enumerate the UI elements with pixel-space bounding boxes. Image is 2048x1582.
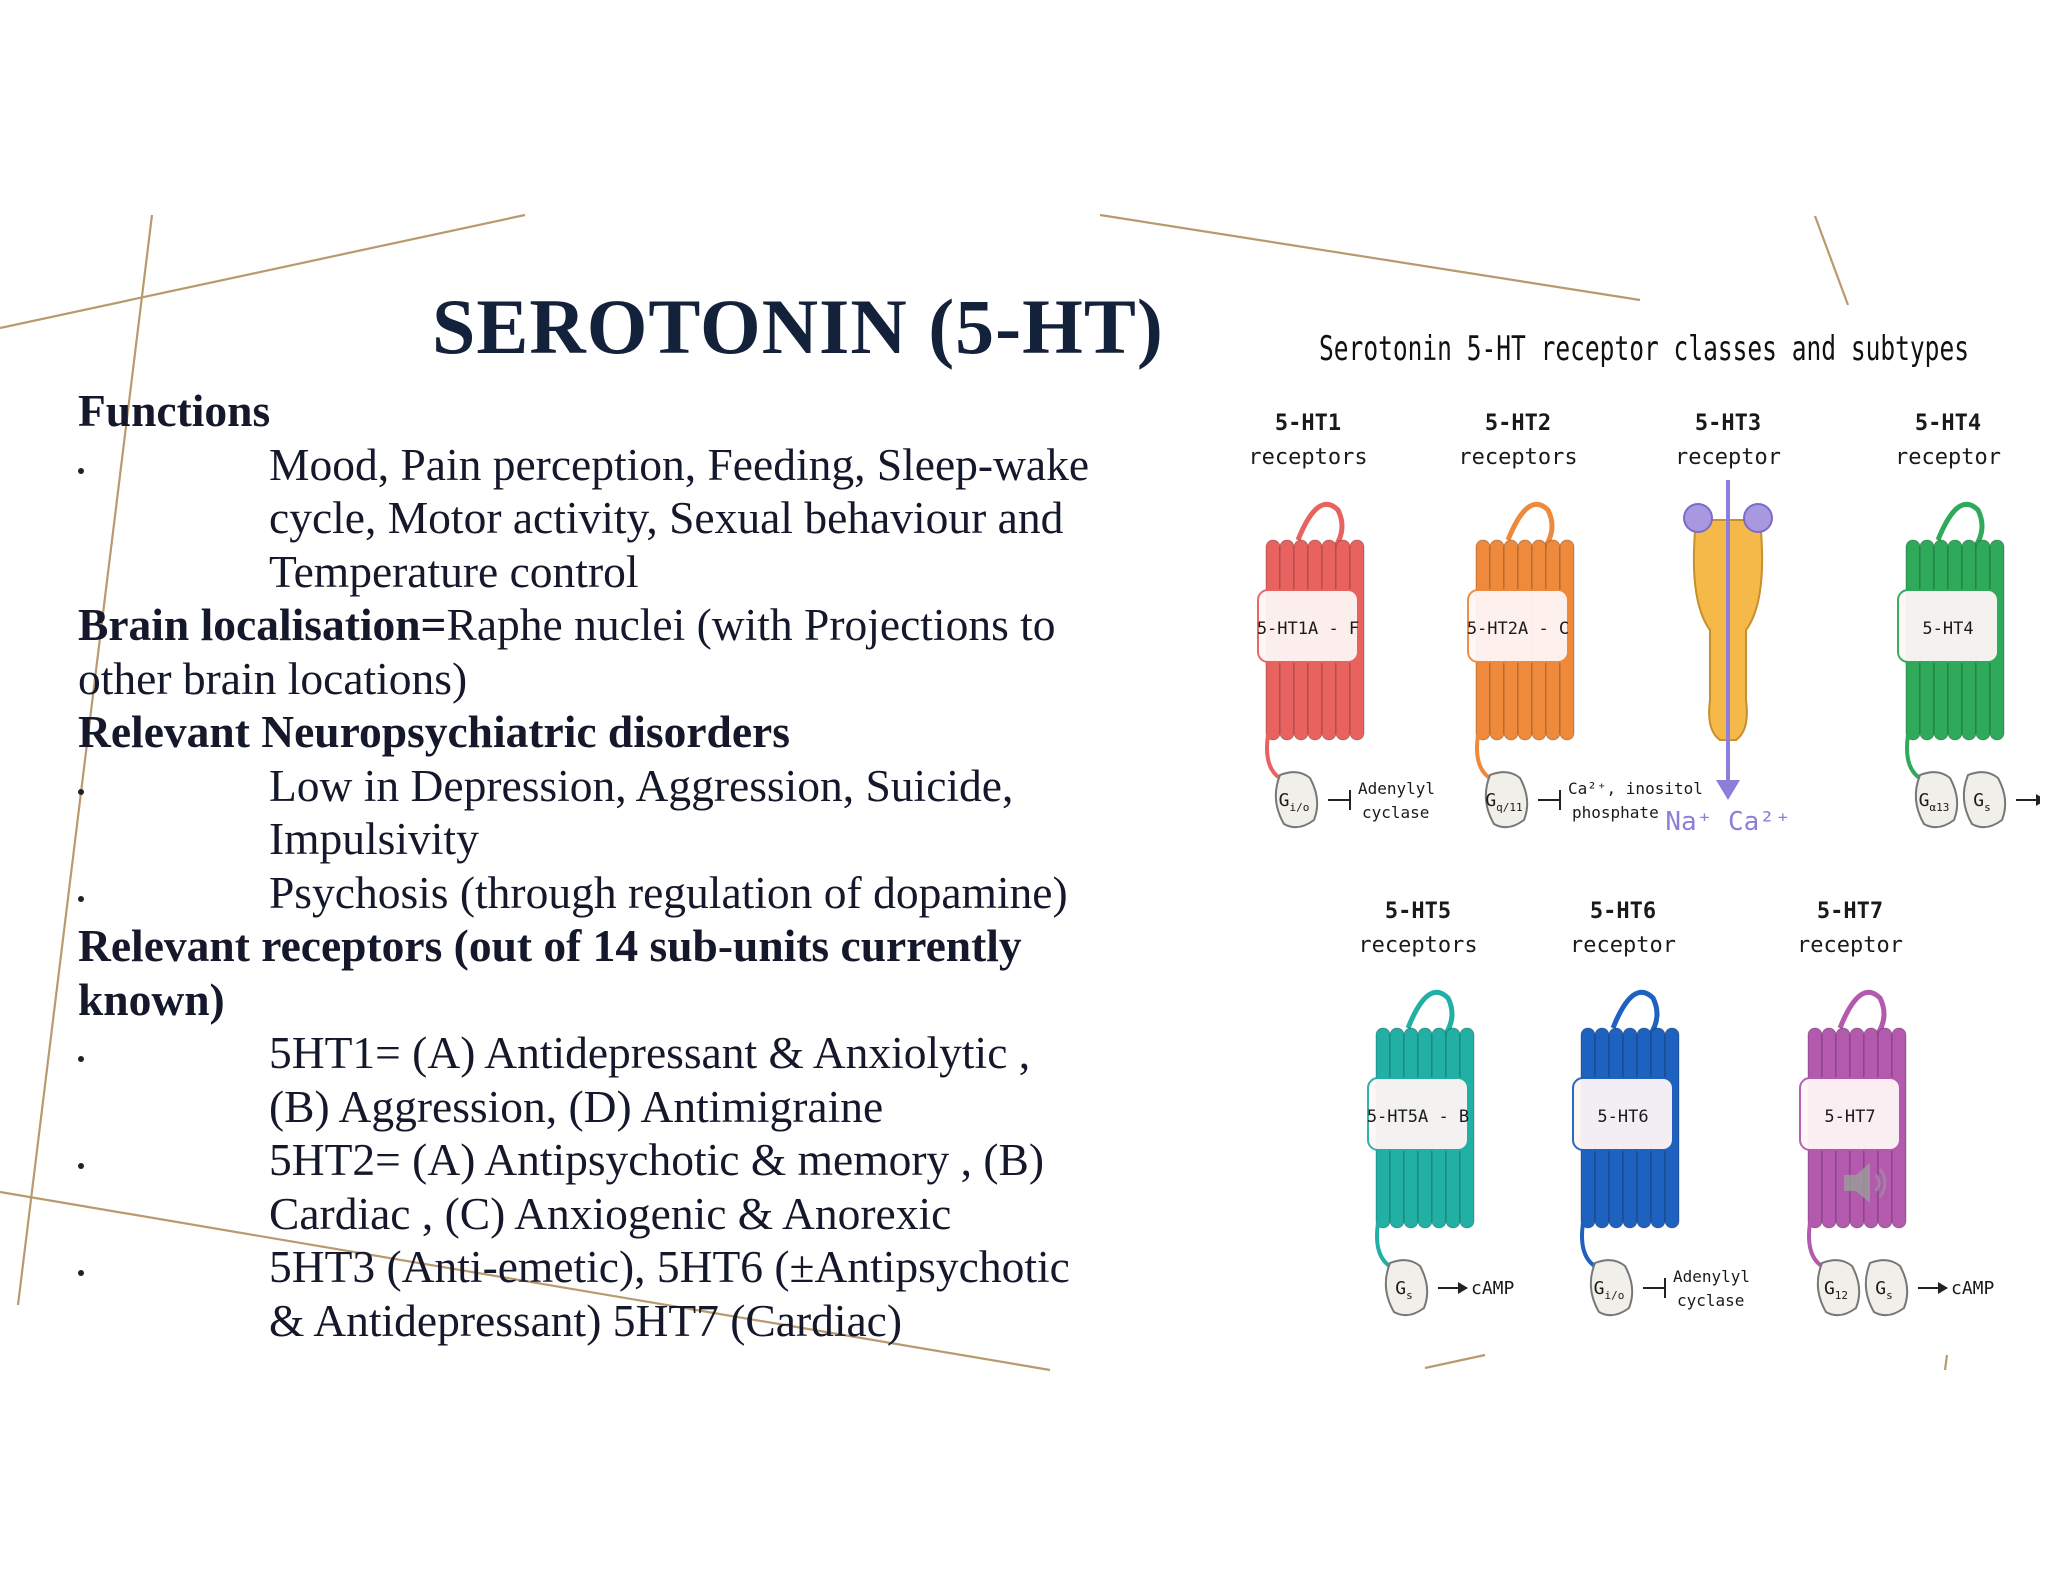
receptors-bullet <box>78 1133 1228 1240</box>
effector-label: cyclase <box>1677 1291 1745 1310</box>
receptor-name: 5-HT4 <box>1914 411 1982 436</box>
receptor-group <box>1797 899 1994 1315</box>
speaker-icon[interactable] <box>1836 1153 1896 1213</box>
figure-title: Serotonin 5-HT receptor classes and subtypes <box>1319 329 1969 369</box>
intracellular-tail <box>1477 735 1493 780</box>
effector-label: cAMP <box>1951 1278 1995 1299</box>
localisation-line <box>78 598 1228 652</box>
intracellular-tail <box>1377 1223 1393 1268</box>
receptor-name: 5-HT1 <box>1274 411 1342 436</box>
ion-flow-arrowhead <box>1716 780 1740 800</box>
intracellular-tail <box>1809 1223 1825 1268</box>
localisation-text: Raphe nuclei (with Projections to <box>446 599 1056 650</box>
receptor-type-label: receptor <box>1895 445 2001 470</box>
subtype-label: 5-HT7 <box>1824 1107 1876 1127</box>
receptor-name: 5-HT7 <box>1816 899 1884 924</box>
receptor-type-label: receptor <box>1797 933 1903 958</box>
receptor-type-label: receptor <box>1675 445 1781 470</box>
receptor-group <box>1665 411 1790 837</box>
functions-heading: Functions <box>78 385 271 436</box>
receptors-bullet <box>78 1240 1228 1347</box>
bullet-line: 5HT3 (Anti-emetic), 5HT6 (±Antipsychotic <box>269 1241 1070 1292</box>
activation-arrowhead <box>1938 1282 1948 1294</box>
bullet-line: Impulsivity <box>269 813 479 864</box>
bullet-line: Mood, Pain perception, Feeding, Sleep-wake <box>269 438 1090 490</box>
receptor-group <box>1570 899 1750 1315</box>
effector-label: Ca²⁺, inositol <box>1568 779 1703 798</box>
receptor-type-label: receptor <box>1570 933 1676 958</box>
bullet-dot <box>78 438 269 599</box>
receptor-group-layer <box>1248 411 2040 1315</box>
disorders-bullet <box>78 866 1228 920</box>
ligand-site <box>1684 504 1712 532</box>
g-protein-label: $G_{12}$ <box>1823 1278 1849 1302</box>
receptor-group <box>1458 411 1702 827</box>
activation-arrowhead <box>2036 794 2040 806</box>
slide-title: SEROTONIN (5-HT) <box>432 283 1164 370</box>
disorders-heading: Relevant Neuropsychiatric disorders <box>78 706 790 757</box>
bullet-dot <box>78 1133 269 1240</box>
receptor-type-label: receptors <box>1458 445 1578 470</box>
receptor-name: 5-HT3 <box>1694 411 1762 436</box>
bullet-dot <box>78 759 269 866</box>
localisation-label: Brain localisation= <box>78 599 447 650</box>
g-protein <box>1386 1260 1427 1315</box>
receptor-group <box>1895 411 2040 827</box>
receptor-name: 5-HT5 <box>1384 899 1452 924</box>
subtype-label: 5-HT4 <box>1922 619 1974 639</box>
g-protein-label: $G_{i/o}$ <box>1593 1278 1625 1302</box>
g-protein-label: $G_s$ <box>1973 790 1991 814</box>
subtype-label: 5-HT1A - F <box>1256 619 1360 639</box>
slide-body <box>78 384 1228 1347</box>
subtype-label: 5-HT6 <box>1597 1107 1649 1127</box>
receptor-group <box>1358 899 1514 1315</box>
g-protein <box>1866 1260 1907 1315</box>
receptors-heading: Relevant receptors (out of 14 sub-units currently <box>78 920 1022 971</box>
effector-label: Adenylyl <box>1358 779 1436 798</box>
bullet-dot <box>78 1026 269 1133</box>
ion-label: Na⁺ Ca²⁺ <box>1665 807 1791 837</box>
receptors-bullet <box>78 1026 1228 1133</box>
intracellular-tail <box>1582 1223 1598 1268</box>
bullet-line: cycle, Motor activity, Sexual behaviour and <box>269 492 1064 543</box>
intracellular-tail <box>1907 735 1923 780</box>
bullet-line: 5HT2= (A) Antipsychotic & memory , (B) <box>269 1134 1045 1185</box>
receptor-name: 5-HT6 <box>1589 899 1657 924</box>
subtype-label: 5-HT5A - B <box>1366 1107 1470 1127</box>
g-protein-label: $G_{i/o}$ <box>1278 790 1310 814</box>
bullet-line: Psychosis (through regulation of dopamine) <box>269 866 1068 918</box>
activation-arrowhead <box>1458 1282 1468 1294</box>
disorders-bullet <box>78 759 1228 866</box>
bullet-dot <box>78 866 269 920</box>
receptors-heading-2: known) <box>78 973 225 1025</box>
subtype-label: 5-HT2A - C <box>1466 619 1570 639</box>
effector-label: cAMP <box>1471 1278 1515 1299</box>
bullet-dot <box>78 1240 269 1347</box>
receptor-classes-figure <box>1240 300 2040 1360</box>
g-protein <box>1964 772 2005 827</box>
receptor-group <box>1248 411 1435 827</box>
effector-label: cyclase <box>1362 803 1430 822</box>
intracellular-tail <box>1267 735 1283 780</box>
bullet-line: Cardiac , (C) Anxiogenic & Anorexic <box>269 1187 952 1239</box>
functions-bullet <box>78 438 1228 599</box>
g-protein-label: $G_{\alpha 13}$ <box>1918 790 1950 814</box>
bullet-line: & Antidepressant) 5HT7 (Cardiac) <box>269 1294 903 1346</box>
receptor-type-label: receptors <box>1358 933 1478 958</box>
ligand-site <box>1744 504 1772 532</box>
g-protein-label: $G_s$ <box>1395 1278 1413 1302</box>
g-protein-label: $G_s$ <box>1875 1278 1893 1302</box>
effector-label: phosphate <box>1572 803 1659 822</box>
receptor-name: 5-HT2 <box>1484 411 1552 436</box>
g-protein-label: $G_{q/11}$ <box>1485 790 1523 814</box>
receptor-type-label: receptors <box>1248 445 1368 470</box>
localisation-line-2: other brain locations) <box>78 652 468 704</box>
effector-label: Adenylyl <box>1673 1267 1751 1286</box>
bullet-line: Temperature control <box>269 545 639 597</box>
bullet-line: Low in Depression, Aggression, Suicide, <box>269 759 1014 811</box>
bullet-line: (B) Aggression, (D) Antimigraine <box>269 1080 884 1132</box>
bullet-line: 5HT1= (A) Antidepressant & Anxiolytic , <box>269 1027 1031 1078</box>
